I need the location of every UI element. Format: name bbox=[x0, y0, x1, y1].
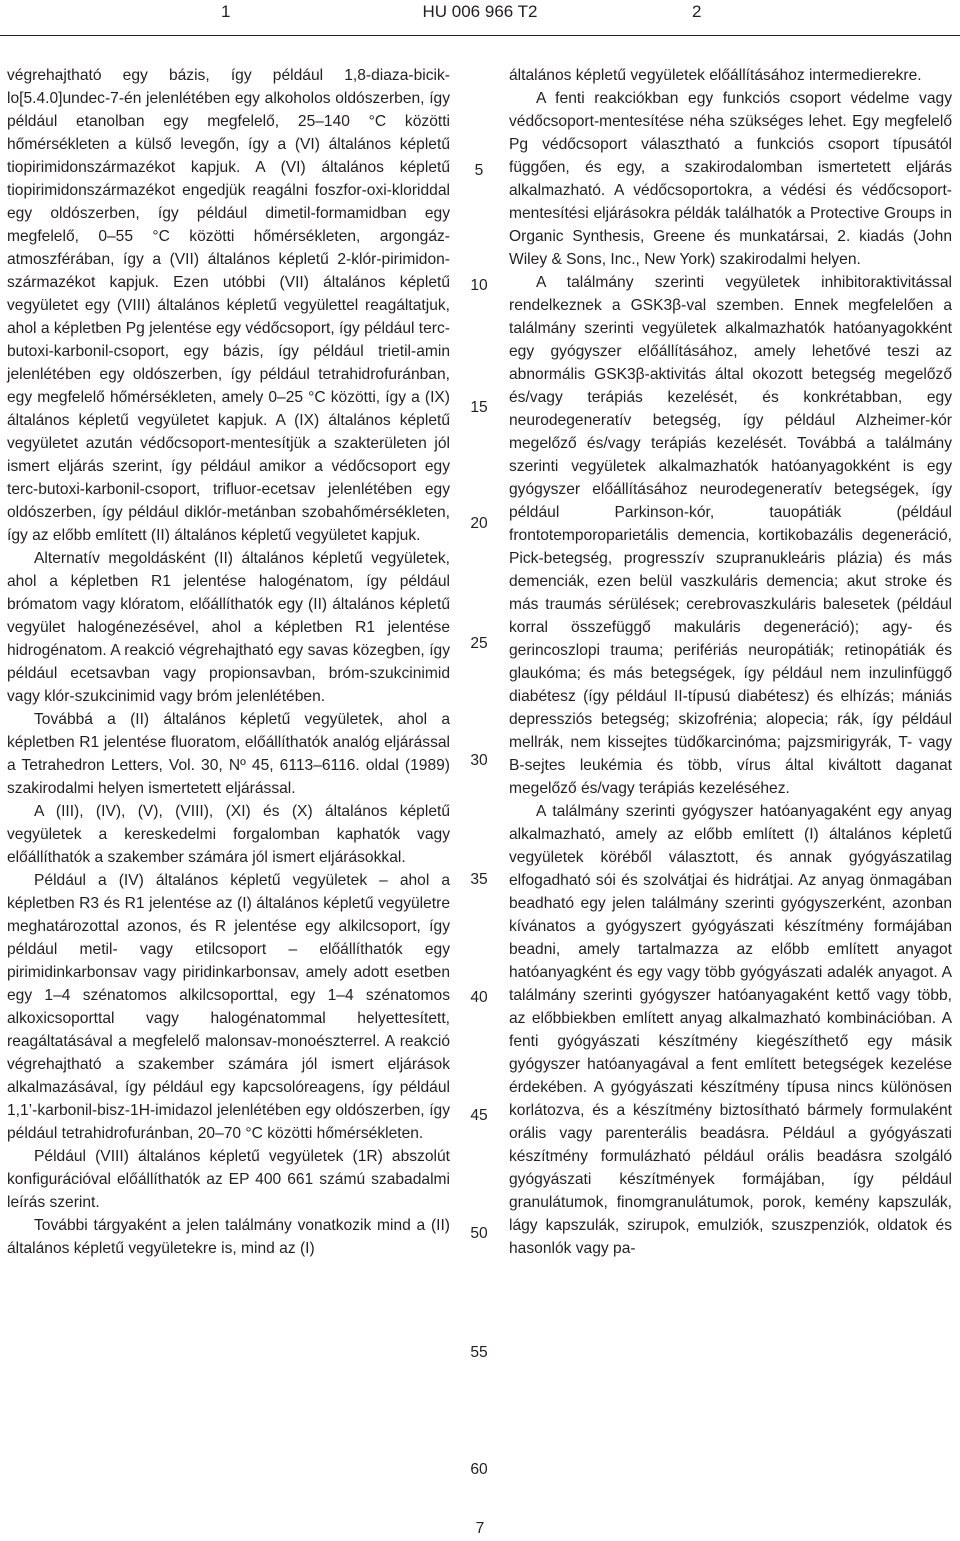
line-number: 5 bbox=[474, 162, 484, 179]
paragraph: végrehajtható egy bázis, így például 1,8-diaza-bicik-lo[5.4.0]undec-7-én jelenlétében egy alkoholos oldószerben, így például etanolban egy megfelelő, 25–140 °C közötti hőmérsékleten a külső levegőn, így a (VI) általános képletű tiopirimidonszármazékot kapjuk. A (VI) általános képletű tiopirimidonszármazékot engedjük reagálni foszfor-oxi-kloriddal egy oldószerben, így például dimetil-formamidban egy megfelelő, 0–55 °C közötti hőmérsékleten, argongáz-atmoszférában, így a (VII) általános képletű 2-klór-pirimidon-származékot kapjuk. Ezen utóbbi (VII) általános képletű vegyületet egy (VIII) általános képletű vegyülettel reagáltatjuk, ahol a képletben Pg jelentése egy védőcsoport, így például terc-butoxi-karbonil-csoport, egy bázis, így például trietil-amin jelenlétében egy oldószerben, így például tetrahidrofuránban, egy megfelelő hőmérsékleten, amely 0–25 °C közötti, így a (IX) általános képletű vegyületet kapjuk. A (IX) általános képletű vegyületet azután védőcsoport-mentesítjük a szakterületen jól ismert eljárás szerint, így például amikor a védőcsoport egy terc-butoxi-karbonil-csoport, trifluor-ecetsav jelenlétében egy oldószerben, így például diklór-metánban szobahőmérsékleten, így az előbb említett (II) általános képletű vegyületet kapjuk. bbox=[7, 67, 450, 544]
line-number: 10 bbox=[470, 277, 488, 294]
page-number: 7 bbox=[475, 1520, 485, 1537]
left-column bbox=[7, 64, 450, 1260]
line-number: 15 bbox=[470, 399, 488, 416]
line-number: 55 bbox=[470, 1344, 488, 1361]
paragraph: Például a (IV) általános képletű vegyületek – ahol a képletben R3 és R1 jelentése az (I) általános képletű vegyületre meghatározottal azonos, és R jelentése egy alkilcsoport, így például metil- vagy etilcsoport – előállíthatók egy pirimidinkarbonsav vagy piridinkarbonsav, amely adott esetben egy 1–4 szénatomos alkilcsoporttal, egy 1–4 szénatomos alkoxicsoporttal vagy halogénatommal helyettesített, reagáltatásával a megfelelő malonsav-monoészterrel. A reakció végrehajtható a szakember számára jól ismert eljárások alkalmazásával, így például egy kapcsolóreagens, így például 1,1’-karbonil-bisz-1H-imidazol jelenlétében egy oldószerben, így például tetrahidrofuránban, 20–70 °C közötti hőmérsékleten. bbox=[7, 872, 450, 1142]
line-number: 20 bbox=[470, 515, 488, 532]
line-number: 45 bbox=[470, 1107, 488, 1124]
header-rule bbox=[0, 35, 960, 36]
line-number: 50 bbox=[470, 1225, 488, 1242]
line-number: 25 bbox=[470, 635, 488, 652]
right-page-number: 2 bbox=[692, 2, 702, 21]
paragraph: További tárgyaként a jelen találmány vonatkozik mind a (II) általános képletű vegyületekre is, mind az (I) bbox=[7, 1217, 450, 1257]
paragraph: általános képletű vegyületek előállításához intermedierekre. bbox=[509, 67, 922, 84]
paragraph: A találmány szerinti vegyületek inhibitoraktivitással rendelkeznek a GSK3β-val szemben. Ennek megfelelően a találmány szerinti vegyületek alkalmazhatók hatóanyagokként egy gyógyszer előállításához, amely lehetővé teszi az abnormális GSK3β-aktivitás által okozott betegség megelőző és/vagy terápiás kezelését, és konkrétabban, egy neurodegeneratív betegség, így például Alzheimer-kór megelőző és/vagy terápiás kezelését. Továbbá a találmány szerinti vegyületek alkalmazhatók hatóanyagokként is egy gyógyszer előállításához neurodegeneratív betegségek, így például Parkinson-kór, tauopátiák (például frontotemporoparietális demencia, kortikobazális degeneráció, Pick-betegség, progresszív szupranukleáris plázia) és más demenciák, ezen belül vaszkuláris demencia; akut stroke és más traumás sérülések; cerebrovaszkuláris balesetek (például korral összefüggő makuláris degeneráció); agy- és gerincoszlopi trauma; perifériás neuropátiák; retinopátiák és glaukóma; és más betegségek, így például nem inzulinfüggő diabétesz (így például II-típusú diabétesz) és elhízás; mániás depressziós betegség; skizofrénia; alopecia; rák, így például mellrák, nem kissejtes tüdőkarcinóma; pajzsmirigyrák, T- vagy B-sejtes leukémia és több, vírus által kiváltott daganat megelőző és/vagy terápiás kezeléséhez. bbox=[509, 274, 952, 797]
left-page-number: 1 bbox=[221, 2, 231, 21]
paragraph: Alternatív megoldásként (II) általános képletű vegyületek, ahol a képletben R1 jelentése halogénatom, így például brómatom vagy klóratom, előállíthatók egy (II) általános képletű vegyület halogénezésével, ahol a képletben R1 jelentése hidrogénatom. A reakció végrehajtható egy savas közegben, így például ecetsavban vagy propionsavban, bróm-szukcinimid vagy klór-szukcinimid vagy bróm jelenlétében. bbox=[7, 550, 450, 705]
line-number: 35 bbox=[470, 871, 488, 888]
paragraph: A fenti reakciókban egy funkciós csoport védelme vagy védőcsoport-mentesítése néha szükséges lehet. Egy megfelelő Pg védőcsoport választható a funkciós csoport típusától függően, és egy, a szakirodalomban ismertetett eljárás alkalmazható. A védőcsoportokra, a védési és védőcsoport-mentesítési eljárásokra példák találhatók a Protective Groups in Organic Synthesis, Greene és munkatársai, 2. kiadás (John Wiley & Sons, Inc., New York) szakirodalmi helyen. bbox=[509, 90, 952, 268]
paragraph: Például (VIII) általános képletű vegyületek (1R) abszolút konfigurációval előállíthatók az EP 400 661 számú szabadalmi leírás szerint. bbox=[7, 1148, 450, 1211]
line-number: 60 bbox=[470, 1461, 488, 1478]
line-number: 30 bbox=[470, 752, 488, 769]
right-column bbox=[509, 64, 952, 1260]
line-number: 40 bbox=[470, 989, 488, 1006]
paragraph: A (III), (IV), (V), (VIII), (XI) és (X) általános képletű vegyületek a kereskedelmi forgalomban kaphatók vagy előállíthatók a szakember számára jól ismert eljárásokkal. bbox=[7, 803, 450, 866]
document-title: HU 006 966 T2 bbox=[422, 2, 538, 21]
paragraph: A találmány szerinti gyógyszer hatóanyagaként egy anyag alkalmazható, amely az előbb említett (I) általános képletű vegyületek köréből választott, és annak gyógyászatilag elfogadható sói és szolvátjai és hidrátjai. Az anyag önmagában beadható egy jelen találmány szerinti gyógyszerként, azonban kívánatos a gyógyszert gyógyászati készítmény formájában beadni, amely tartalmazza az előbb említett anyagot hatóanyagként és egy vagy több gyógyászati adalék anyagot. A találmány szerinti gyógyszer hatóanyagaként kettő vagy több, az előbbiekben említett anyag alkalmazható kombinációban. A fenti gyógyászati készítmény kiegészíthető egy másik gyógyszer hatóanyagával a fent említett betegségek kezelése érdekében. A gyógyászati készítmény típusa nincs különösen korlátozva, és a készítmény biztosítható bármely formulaként orális vagy parenterális beadásra. Például a gyógyászati készítmény formulázható például orális beadásra szolgáló gyógyászati készítmények formájában, így például granulátumok, finomgranulátumok, porok, kemény kapszulák, lágy kapszulák, szirupok, emulziók, szuszpenziók, oldatok és hasonlók vagy pa- bbox=[509, 803, 952, 1257]
paragraph: Továbbá a (II) általános képletű vegyületek, ahol a képletben R1 jelentése fluoratom, előállíthatók analóg eljárással a Tetrahedron Letters, Vol. 30, Nº 45, 6113–6116. oldal (1989) szakirodalmi helyen ismertetett eljárással. bbox=[7, 711, 450, 797]
